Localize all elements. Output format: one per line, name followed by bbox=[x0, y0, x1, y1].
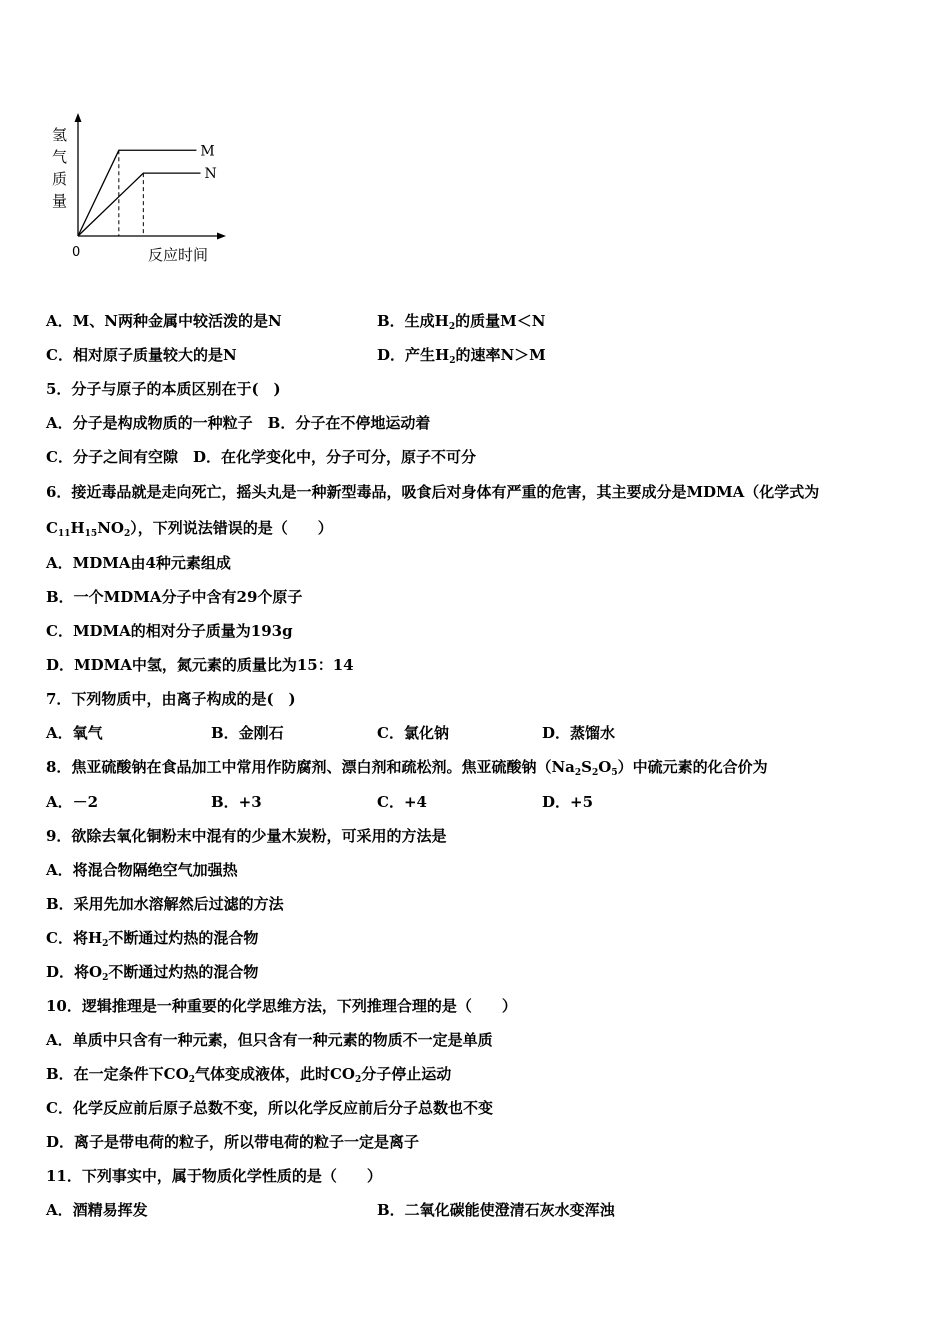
q5-options-cd: C．分子之间有空隙 D．在化学变化中，分子可分，原子不可分 bbox=[46, 448, 476, 466]
q8-option-c: C．+4 bbox=[377, 793, 427, 811]
q9-stem: 9．欲除去氧化铜粉末中混有的少量木炭粉，可采用的方法是 bbox=[46, 827, 447, 845]
y-axis-label-char-4: 量 bbox=[52, 192, 68, 210]
q8-stem: 8．焦亚硫酸钠在食品加工中常用作防腐剂、漂白剂和疏松剂。焦亚硫酸钠$(Na_2S_2O_5)$中硫元素的化合价为 bbox=[46, 758, 768, 778]
q9-option-c: C．将$H_2$不断通过灼热的混合物 bbox=[46, 929, 259, 949]
hydrogen-mass-chart bbox=[40, 108, 240, 268]
q6-option-d: D．MDMA中氢，氮元素的质量比为15：14 bbox=[46, 656, 354, 674]
q11-option-b: B．二氧化碳能使澄清石灰水变浑浊 bbox=[377, 1201, 615, 1219]
q10-stem: 10．逻辑推理是一种重要的化学思维方法，下列推理合理的是（ ） bbox=[46, 997, 517, 1015]
q8-option-b: B．+3 bbox=[211, 793, 262, 811]
q8-option-d: D．+5 bbox=[542, 793, 594, 811]
q9-option-d: D．将$O_2$不断通过灼热的混合物 bbox=[46, 963, 259, 983]
x-axis-arrow bbox=[217, 233, 226, 240]
q10-option-c: C．化学反应前后原子总数不变，所以化学反应前后分子总数也不变 bbox=[46, 1099, 493, 1117]
y-axis-label bbox=[52, 126, 67, 210]
y-axis-label-char-3: 质 bbox=[52, 170, 68, 188]
q4-option-d: D．产生$H_2$的速率N＞M bbox=[377, 346, 546, 366]
series-n-label: N bbox=[204, 166, 217, 183]
q4-option-a: A．M、N两种金属中较活泼的是N bbox=[46, 312, 282, 330]
y-axis-label-char-1: 氢 bbox=[52, 126, 68, 144]
q6-option-a: A．MDMA由4种元素组成 bbox=[46, 554, 231, 572]
series-n-line bbox=[78, 173, 201, 236]
q10-option-b: B．在一定条件下$CO_2$气体变成液体，此时$CO_2$分子停止运动 bbox=[46, 1065, 452, 1085]
q6-stem-line1: 6．接近毒品就是走向死亡，摇头丸是一种新型毒品，吸食后对身体有严重的危害，其主要成分是MDMA（化学式为 bbox=[46, 483, 820, 501]
series-m-line bbox=[78, 150, 196, 236]
q6-option-b: B．一个MDMA分子中含有29个原子 bbox=[46, 588, 303, 606]
q10-option-d: D．离子是带电荷的粒子，所以带电荷的粒子一定是离子 bbox=[46, 1133, 420, 1151]
q7-option-c: C．氯化钠 bbox=[377, 724, 449, 742]
q7-option-a: A．氧气 bbox=[46, 724, 103, 742]
q4-option-c: C．相对原子质量较大的是N bbox=[46, 346, 237, 364]
q11-option-a: A．酒精易挥发 bbox=[46, 1201, 148, 1219]
q7-stem: 7．下列物质中，由离子构成的是( ) bbox=[46, 690, 296, 708]
q4-option-b: B．生成$H_2$的质量M＜N bbox=[377, 312, 546, 332]
q9-option-b: B．采用先加水溶解然后过滤的方法 bbox=[46, 895, 284, 913]
q6-stem-line2: $C_{11}H_{15}NO_2$），下列说法错误的是（ ） bbox=[46, 519, 333, 539]
origin-label: 0 bbox=[72, 245, 81, 260]
series-m-label: M bbox=[200, 143, 215, 160]
q7-option-b: B．金刚石 bbox=[211, 724, 284, 742]
q6-option-c: C．MDMA的相对分子质量为193g bbox=[46, 622, 293, 640]
q10-option-a: A．单质中只含有一种元素，但只含有一种元素的物质不一定是单质 bbox=[46, 1031, 493, 1049]
q11-stem: 11．下列事实中，属于物质化学性质的是（ ） bbox=[46, 1167, 382, 1185]
q5-options-ab: A．分子是构成物质的一种粒子 B．分子在不停地运动着 bbox=[46, 414, 431, 432]
x-axis-label: 反应时间 bbox=[148, 246, 209, 264]
q5-stem: 5．分子与原子的本质区别在于( ) bbox=[46, 380, 281, 398]
q8-option-a: A．－2 bbox=[46, 793, 99, 811]
y-axis-arrow bbox=[75, 113, 82, 122]
y-axis-label-char-2: 气 bbox=[52, 148, 68, 166]
q7-option-d: D．蒸馏水 bbox=[542, 724, 616, 742]
q9-option-a: A．将混合物隔绝空气加强热 bbox=[46, 861, 238, 879]
